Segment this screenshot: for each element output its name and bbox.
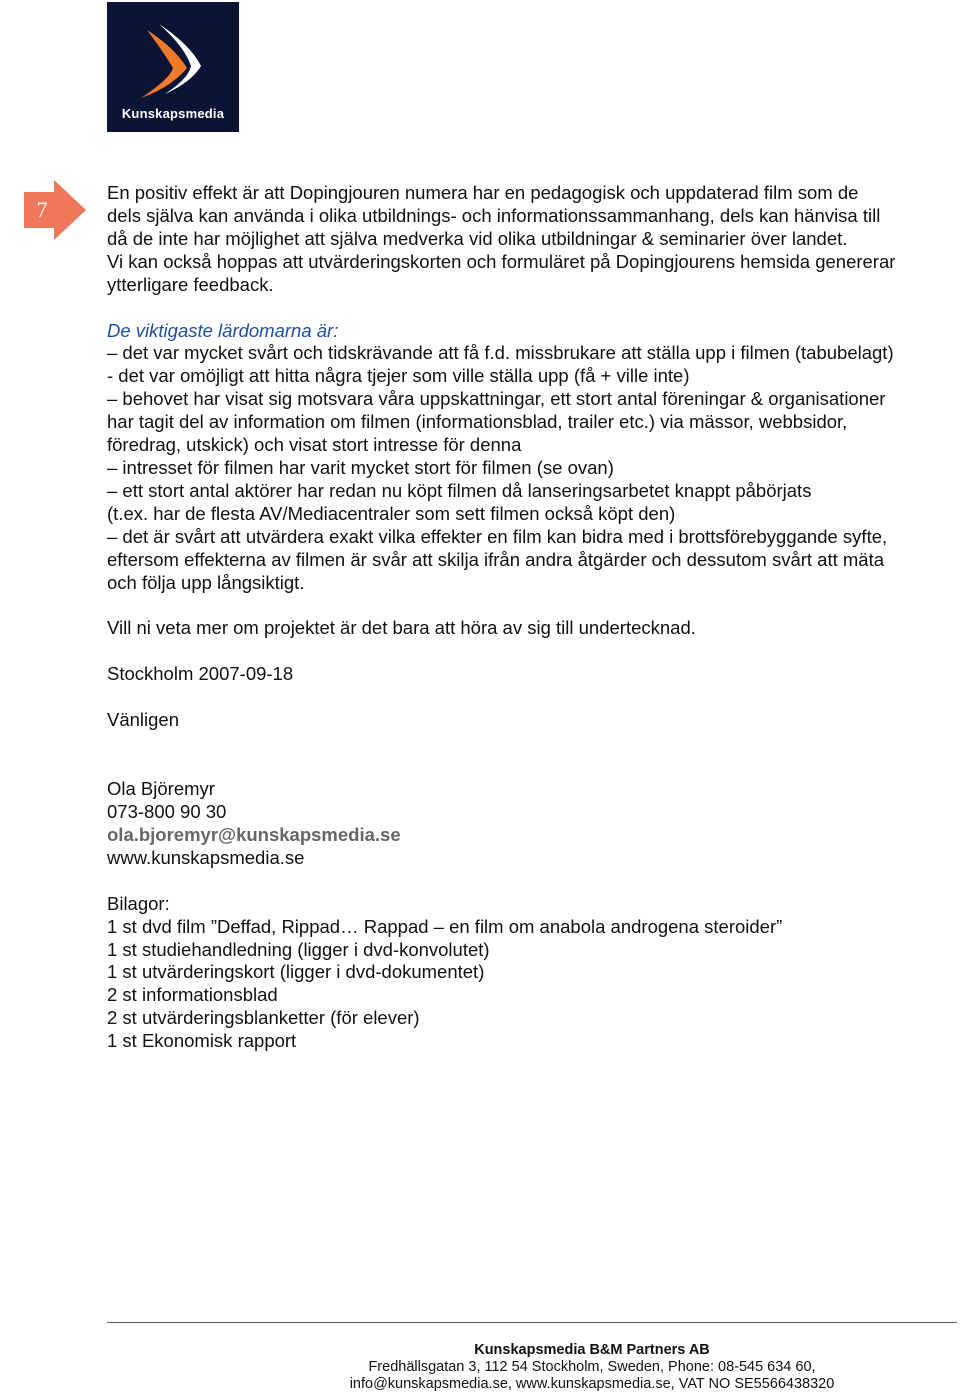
page-footer	[107, 1322, 957, 1393]
lesson-line: – behovet har visat sig motsvara våra uppskattningar, ett stort antal föreningar & organisationer	[107, 388, 886, 410]
intro-line: Vi kan också hoppas att utvärderingskorten och formuläret på Dopingjourens hemsida genererar	[107, 250, 896, 272]
lesson-line: och följa upp långsiktigt.	[107, 571, 305, 593]
page-number: 7	[36, 197, 48, 222]
lesson-line: eftersom effekterna av filmen är svår att skilja ifrån andra åtgärder och dessutom svårt att mäta	[107, 548, 885, 570]
lesson-line: har tagit del av information om filmen (informationsblad, trailer etc.) via mässor, webbsidor,	[107, 411, 848, 433]
closing-line: Vill ni veta mer om projektet är det bara att höra av sig till undertecknad.	[107, 617, 696, 639]
attachment-item: 1 st utvärderingskort (ligger i dvd-dokumentet)	[107, 961, 485, 983]
attachment-item: 1 st Ekonomisk rapport	[107, 1030, 297, 1052]
lesson-line: (t.ex. har de flesta AV/Mediacentraler som sett filmen också köpt den)	[107, 502, 676, 524]
attachments-heading: Bilagor:	[107, 892, 170, 914]
footer-address: Fredhällsgatan 3, 112 54 Stockholm, Sweden, Phone: 08-545 634 60,	[368, 1359, 816, 1375]
attachment-item: 2 st informationsblad	[107, 984, 278, 1006]
lesson-line: föredrag, utskick) och visat stort intresse för denna	[107, 434, 522, 456]
footer-company: Kunskapsmedia B&M Partners AB	[474, 1342, 710, 1358]
lesson-line: – det är svårt att utvärdera exakt vilka effekter en film kan bidra med i brottsförebyggande syfte,	[107, 525, 888, 547]
attachment-item: 1 st dvd film ”Deffad, Rippad… Rappad – en film om anabola androgena steroider”	[107, 915, 783, 937]
lesson-line: – det var mycket svårt och tidskrävande att få f.d. missbrukare att ställa upp i filmen (tabubelagt)	[107, 342, 894, 364]
signature-website-link[interactable]: www.kunskapsmedia.se	[107, 846, 305, 868]
place-date: Stockholm 2007-09-18	[107, 663, 294, 685]
signature-name: Ola Björemyr	[107, 778, 215, 800]
intro-line: dels själva kan använda i olika utbildnings- och informationssammanhang, dels kan hänvisa till	[107, 204, 881, 226]
intro-line: ytterligare feedback.	[107, 273, 274, 295]
greeting: Vänligen	[107, 709, 180, 731]
company-logo	[107, 2, 239, 132]
intro-line: En positiv effekt är att Dopingjouren numera har en pedagogisk och uppdaterad film som de	[107, 182, 859, 203]
attachment-item: 2 st utvärderingsblanketter (för elever)	[107, 1007, 420, 1029]
intro-line: då de inte har möjlighet att själva medverka vid olika utbildningar & seminarier över landet.	[107, 227, 848, 249]
lessons-heading: De viktigaste lärdomarna är:	[107, 319, 339, 341]
lesson-line: - det var omöjligt att hitta några tjejer som ville ställa upp (få + ville inte)	[107, 365, 690, 387]
lesson-line: – ett stort antal aktörer har redan nu köpt filmen då lanseringsarbetet knappt påbörjats	[107, 479, 812, 501]
signature-email-link[interactable]: ola.bjoremyr@kunskapsmedia.se	[107, 823, 401, 845]
letter-body	[107, 182, 957, 1053]
footer-contact: info@kunskapsmedia.se, www.kunskapsmedia.se, VAT NO SE5566438320	[349, 1376, 835, 1392]
attachment-item: 1 st studiehandledning (ligger i dvd-konvolutet)	[107, 938, 490, 960]
signature-phone: 073-800 90 30	[107, 801, 227, 823]
page-number-marker	[24, 180, 88, 240]
lesson-line: – intresset för filmen har varit mycket stort för filmen (se ovan)	[107, 456, 614, 478]
logo-text: Kunskapsmedia	[121, 106, 225, 121]
